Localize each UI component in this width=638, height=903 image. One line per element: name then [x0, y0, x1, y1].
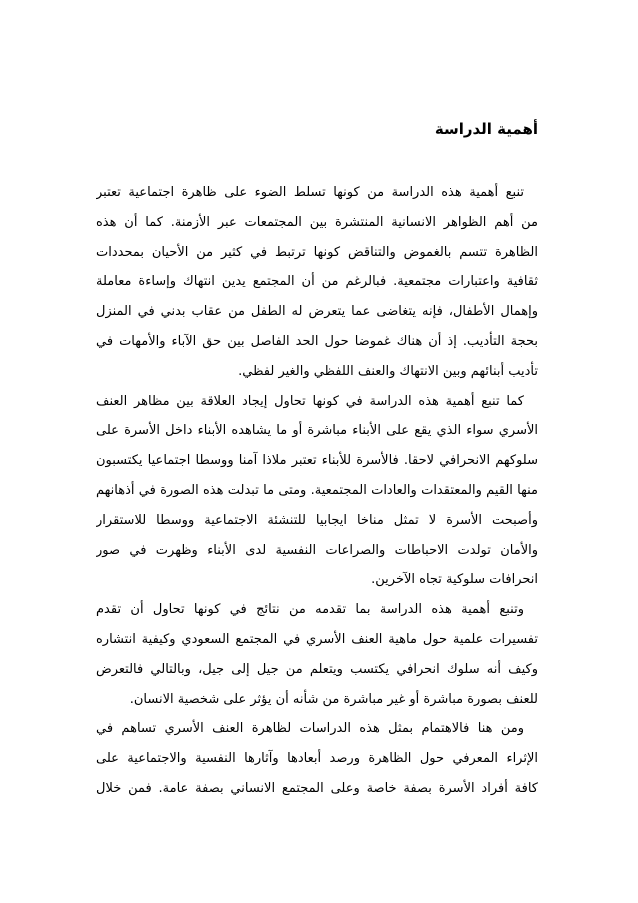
text-line: انحرافات سلوكية تجاه الآخرين.: [371, 572, 538, 588]
text-line: ومن هنا فالاهتمام بمثل هذه الدراسات لظاهرة العنف الأسري تساهم في: [96, 721, 524, 737]
text-line: تفسيرات علمية حول ماهية العنف الأسري في المجتمع السعودي وكيفية انتشاره: [96, 631, 538, 647]
text-line: ثقافية واعتبارات مجتمعية. فبالرغم من أن المجتمع يدين انتهاك وإساءة معاملة: [96, 274, 538, 290]
text-line: وإهمال الأطفال، فإنه يتغاضى عما يتعرض له الطفل من عقاب بدني في المنزل: [96, 304, 538, 320]
text-line: الأسري سواء الذي يقع على الأبناء مباشرة أو ما يشاهده الأبناء داخل الأسرة على: [96, 423, 538, 439]
text-line: كما تنبع أهمية هذه الدراسة في كونها تحاول إيجاد العلاقة بين مظاهر العنف: [96, 393, 524, 409]
text-line: الإثراء المعرفي حول الظاهرة ورصد أبعادها وآثارها النفسية والاجتماعية على: [96, 751, 538, 767]
text-line: وتنبع أهمية هذه الدراسة بما تقدمه من نتائج في كونها تحاول أن تقدم: [96, 602, 524, 618]
text-line: منها القيم والمعتقدات والعادات المجتمعية. ومتى ما تبدلت هذه الصورة في أذهانهم: [96, 482, 538, 498]
text-line: تنبع أهمية هذه الدراسة من كونها تسلط الضوء على ظاهرة اجتماعية تعتبر: [96, 185, 524, 200]
section-heading: أهمية الدراسة: [434, 120, 538, 138]
text-line: كافة أفراد الأسرة بصفة خاصة وعلى المجتمع الانساني بصفة عامة. فمن خلال: [96, 780, 538, 796]
text-line: بحجة التأديب. إذ أن هناك غموضا حول الحد الفاصل بين حق الآباء والأمهات في: [96, 333, 538, 349]
text-line: الظاهرة تتسم بالغموض والتناقض كونها ترتبط في كثير من الأحيان بمحددات: [96, 244, 538, 260]
text-line: سلوكهم الانحرافي لاحقا. فالأسرة للأبناء تعتبر ملاذا آمنا ووسطا اجتماعيا يكتسبون: [96, 453, 538, 469]
text-line: وأصبحت الأسرة لا تمثل مناخا ايجابيا للتنشئة الاجتماعية ووسطا للاستقرار: [96, 512, 538, 528]
text-line: من أهم الظواهر الانسانية المنتشرة بين المجتمعات عبر الأزمنة. كما أن هذه: [96, 214, 538, 230]
body-paragraphs: [96, 178, 538, 804]
text-line: تأديب أبنائهم وبين الانتهاك والعنف اللفظي والغير لفظي.: [238, 363, 538, 379]
text-line: وكيف أنه سلوك انحرافي يكتسب ويتعلم من جيل إلى جيل، وبالتالي فالتعرض: [96, 661, 538, 677]
text-line: والأمان تولدت الاحباطات والصراعات النفسية لدى الأبناء وظهرت في صور: [96, 542, 538, 558]
text-line: للعنف بصورة مباشرة أو غير مباشرة من شأنه أن يؤثر على شخصية الانسان.: [129, 691, 538, 707]
